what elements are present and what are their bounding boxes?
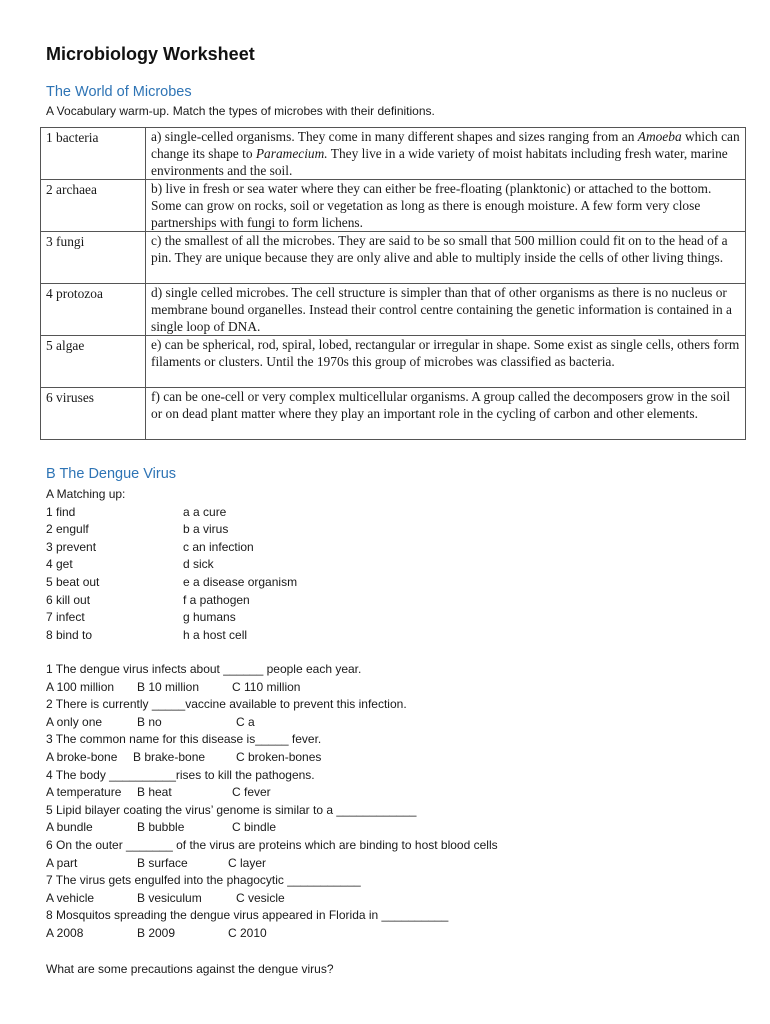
section-b-heading: B The Dengue Virus: [46, 466, 177, 482]
match-left: 4 get: [46, 557, 73, 572]
option-a: A bundle: [46, 820, 93, 835]
option-c: C a: [236, 714, 255, 729]
question-text: 8 Mosquitos spreading the dengue virus appeared in Florida in __________: [46, 908, 449, 923]
table-row: [41, 284, 746, 336]
option-c: C bindle: [232, 820, 277, 835]
match-left: 6 kill out: [46, 592, 91, 607]
option-a: A temperature: [46, 785, 122, 800]
option-a: A part: [46, 855, 78, 870]
option-a: A vehicle: [46, 890, 95, 905]
table-row: [41, 336, 746, 388]
option-b: B surface: [137, 855, 188, 870]
option-b: B vesiculum: [137, 890, 202, 905]
question-text: 4 The body __________rises to kill the pathogens.: [46, 767, 315, 782]
list-item: [46, 556, 214, 574]
term-cell: 5 algae: [41, 336, 146, 388]
question-text: 3 The common name for this disease is_____ fever.: [46, 732, 322, 747]
match-right: f a pathogen: [183, 592, 250, 607]
option-b: B heat: [137, 785, 172, 800]
definition-cell: c) the smallest of all the microbes. They are said to be so small that 500 million could fit on to the head of a pin. They are unique because they are only alive and able to multiply inside the cells of other living things.: [146, 232, 746, 284]
match-left: 8 bind to: [46, 627, 93, 642]
match-left: 2 engulf: [46, 522, 89, 537]
match-right: b a virus: [183, 522, 229, 537]
list-item: [46, 504, 227, 522]
definition-cell: f) can be one-cell or very complex multicellular organisms. A group called the decomposers grow in the soil or on dead plant matter where they play an important role in the cycling of carbon and other elements.: [146, 388, 746, 440]
list-item: [46, 574, 298, 592]
table-row: [41, 180, 746, 232]
term-cell: 2 archaea: [41, 180, 146, 232]
match-left: 3 prevent: [46, 539, 97, 554]
vocab-instruction: A Vocabulary warm-up. Match the types of microbes with their definitions.: [46, 104, 435, 118]
option-b: B 2009: [137, 925, 176, 940]
section-a-heading: The World of Microbes: [46, 84, 192, 100]
option-b: B 10 million: [137, 679, 200, 694]
option-b: B no: [137, 714, 162, 729]
match-right: h a host cell: [183, 627, 248, 642]
question-options: [46, 784, 498, 802]
table-row: [41, 388, 746, 440]
match-right: d sick: [183, 557, 214, 572]
list-item: [46, 609, 236, 627]
question-options: [46, 749, 498, 767]
question-text: 6 On the outer _______ of the virus are proteins which are binding to host blood cells: [46, 837, 498, 852]
option-b: B bubble: [137, 820, 185, 835]
definition-cell: b) live in fresh or sea water where they can either be free-floating (planktonic) or attached to the bottom. Some can grow on rocks, soil or vegetation as long as there is enough moisture. A few form very close partnerships with fungi to form lichens.: [146, 180, 746, 232]
option-a: A 2008: [46, 925, 84, 940]
list-item: [46, 627, 248, 645]
list-item: [46, 521, 229, 539]
definition-text: They live in a wide variety of moist habitats including fresh water, marine environments and the soil.: [151, 146, 728, 178]
question-options: [46, 679, 498, 697]
page-title: Microbiology Worksheet: [46, 44, 255, 64]
list-item: [46, 539, 254, 557]
option-a: A broke-bone: [46, 749, 118, 764]
vocab-table: [40, 127, 746, 440]
match-right: e a disease organism: [183, 574, 298, 589]
definition-italic-term: Paramecium.: [255, 146, 328, 161]
question-options: [46, 855, 498, 873]
option-c: C 110 million: [232, 679, 301, 694]
table-row: [41, 232, 746, 284]
match-right: a a cure: [183, 504, 227, 519]
definition-cell: d) single celled microbes. The cell structure is simpler than that of other organisms as there is no nucleus or membrane bound organelles. Instead their control centre containing the genetic information is contained in a single loop of DNA.: [146, 284, 746, 336]
question-options: [46, 890, 498, 908]
term-cell: 6 viruses: [41, 388, 146, 440]
list-item: [46, 592, 250, 610]
question-text: 7 The virus gets engulfed into the phagocytic ___________: [46, 873, 361, 888]
term-cell: 1 bacteria: [41, 128, 146, 180]
option-b: B brake-bone: [133, 749, 206, 764]
question-text: 5 Lipid bilayer coating the virus’ genome is similar to a ____________: [46, 802, 417, 817]
quiz-questions: [46, 661, 498, 943]
option-c: C broken-bones: [236, 749, 322, 764]
table-row: [41, 128, 746, 180]
term-cell: 3 fungi: [41, 232, 146, 284]
definition-text: which can change its shape to: [151, 129, 740, 161]
match-right: g humans: [183, 610, 236, 625]
match-left: 7 infect: [46, 610, 85, 625]
question-options: [46, 925, 498, 943]
definition-italic-term: Amoeba: [637, 129, 682, 144]
final-question: What are some precautions against the dengue virus?: [46, 962, 334, 976]
option-a: A 100 million: [46, 679, 115, 694]
option-a: A only one: [46, 714, 103, 729]
matching-list: [46, 486, 298, 644]
matching-title: A Matching up:: [46, 487, 126, 501]
match-left: 1 find: [46, 504, 76, 519]
question-text: 1 The dengue virus infects about ______ people each year.: [46, 662, 362, 676]
definition-cell: [146, 128, 746, 180]
definition-text: a) single-celled organisms. They come in many different shapes and sizes ranging from an: [151, 129, 638, 144]
option-c: C 2010: [228, 925, 267, 940]
question-options: [46, 819, 498, 837]
term-cell: 4 protozoa: [41, 284, 146, 336]
question-options: [46, 714, 498, 732]
match-right: c an infection: [183, 539, 254, 554]
option-c: C layer: [228, 855, 267, 870]
match-left: 5 beat out: [46, 574, 100, 589]
question-text: 2 There is currently _____vaccine available to prevent this infection.: [46, 697, 407, 712]
option-c: C fever: [232, 785, 271, 800]
option-c: C vesicle: [236, 890, 285, 905]
definition-cell: e) can be spherical, rod, spiral, lobed, rectangular or irregular in shape. Some exist as single cells, others form filaments or clusters. Until the 1970s this group of microbes was classified as bacteria.: [146, 336, 746, 388]
